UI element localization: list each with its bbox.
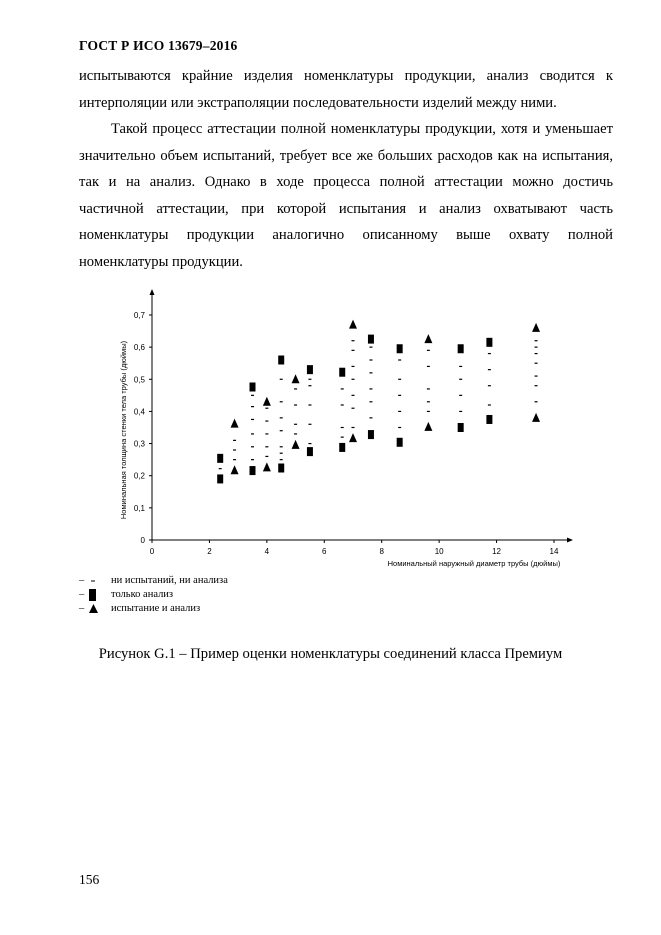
y-tick-label: 0 [140, 536, 145, 545]
test-triangle-point [292, 374, 300, 383]
x-tick-label: 6 [322, 547, 327, 556]
analysis-square-point [458, 344, 464, 353]
y-tick-label: 0,4 [133, 407, 145, 417]
paragraph-2: Такой процесс аттестации полной номенклатуры продукции, хотя и уменьшает значительно объем испытаний, требует все же больших расходов как на испытания, так и на анализ. Однако в ходе процесса полной аттестации можно достичь частичной аттестации, при которой испытания и анализ охватывают часть номенклатуры продукции аналогично описанному выше охвату полной номенклатуры продукции. [79, 121, 613, 270]
legend-triangle-symbol: – [79, 602, 111, 616]
x-tick-label: 0 [149, 547, 155, 556]
body-text [79, 63, 613, 275]
legend-label: испытание и анализ [111, 603, 201, 614]
y-tick-label: 0,5 [133, 375, 145, 385]
analysis-square-point [486, 415, 492, 424]
analysis-square-point [307, 365, 313, 374]
legend-item-test-analysis [79, 602, 228, 616]
analysis-square-point [486, 338, 492, 347]
y-tick-label: 0,6 [133, 343, 145, 353]
legend-item-analysis [79, 588, 228, 602]
legend-square-symbol: – [79, 588, 111, 602]
y-tick-label: 0,7 [133, 311, 145, 320]
analysis-square-point [368, 335, 374, 344]
y-axis-label: Номинальная толщина стенки тела трубы (дюймы) [119, 340, 128, 520]
y-tick-label: 0,3 [133, 439, 145, 449]
test-triangle-point [349, 320, 357, 329]
analysis-square-point [368, 430, 374, 439]
test-triangle-point [532, 413, 540, 422]
chart-legend [79, 574, 228, 616]
legend-item-none [79, 574, 228, 588]
x-tick-label: 2 [207, 547, 212, 556]
figure-caption: Рисунок G.1 – Пример оценки номенклатуры соединений класса Премиум [98, 646, 563, 662]
y-tick-label: 0,1 [133, 503, 145, 513]
analysis-square-point [217, 454, 223, 463]
x-tick-label: 8 [379, 547, 384, 556]
x-tick-label: 14 [549, 547, 559, 556]
test-triangle-point [424, 334, 432, 343]
paragraph-1: испытываются крайние изделия номенклатуры продукции, анализ сводится к интерполяции или экстраполяции последовательности изделий между ними. [79, 68, 613, 111]
x-tick-label: 12 [492, 547, 502, 556]
x-axis-arrow [567, 538, 573, 543]
analysis-square-point [458, 423, 464, 432]
analysis-square-point [339, 443, 345, 452]
analysis-square-point [307, 447, 313, 456]
test-triangle-point [231, 465, 239, 474]
analysis-square-point [250, 383, 256, 392]
page-number: 156 [79, 872, 100, 887]
x-axis-label: Номинальный наружный диаметр трубы (дюймы) [387, 559, 561, 568]
scatter-chart [112, 287, 582, 572]
analysis-square-point [250, 466, 256, 475]
y-axis-arrow [150, 289, 155, 295]
analysis-square-point [339, 368, 345, 377]
test-triangle-point [292, 440, 300, 449]
document-header: ГОСТ Р ИСО 13679–2016 [79, 38, 238, 53]
analysis-square-point [397, 438, 403, 447]
test-triangle-point [424, 422, 432, 431]
x-tick-label: 10 [434, 547, 444, 556]
test-triangle-point [263, 397, 271, 406]
analysis-square-point [397, 344, 403, 353]
test-triangle-point [263, 462, 271, 471]
test-triangle-point [532, 323, 540, 332]
analysis-square-point [278, 356, 284, 365]
y-tick-label: 0,2 [133, 471, 145, 481]
test-triangle-point [231, 419, 239, 428]
x-tick-label: 4 [264, 547, 270, 556]
legend-label: только анализ [111, 589, 174, 600]
analysis-square-point [217, 474, 223, 483]
legend-label: ни испытаний, ни анализа [111, 575, 228, 586]
legend-dash-symbol: – [79, 575, 85, 586]
test-triangle-point [349, 433, 357, 442]
analysis-square-point [278, 464, 284, 473]
